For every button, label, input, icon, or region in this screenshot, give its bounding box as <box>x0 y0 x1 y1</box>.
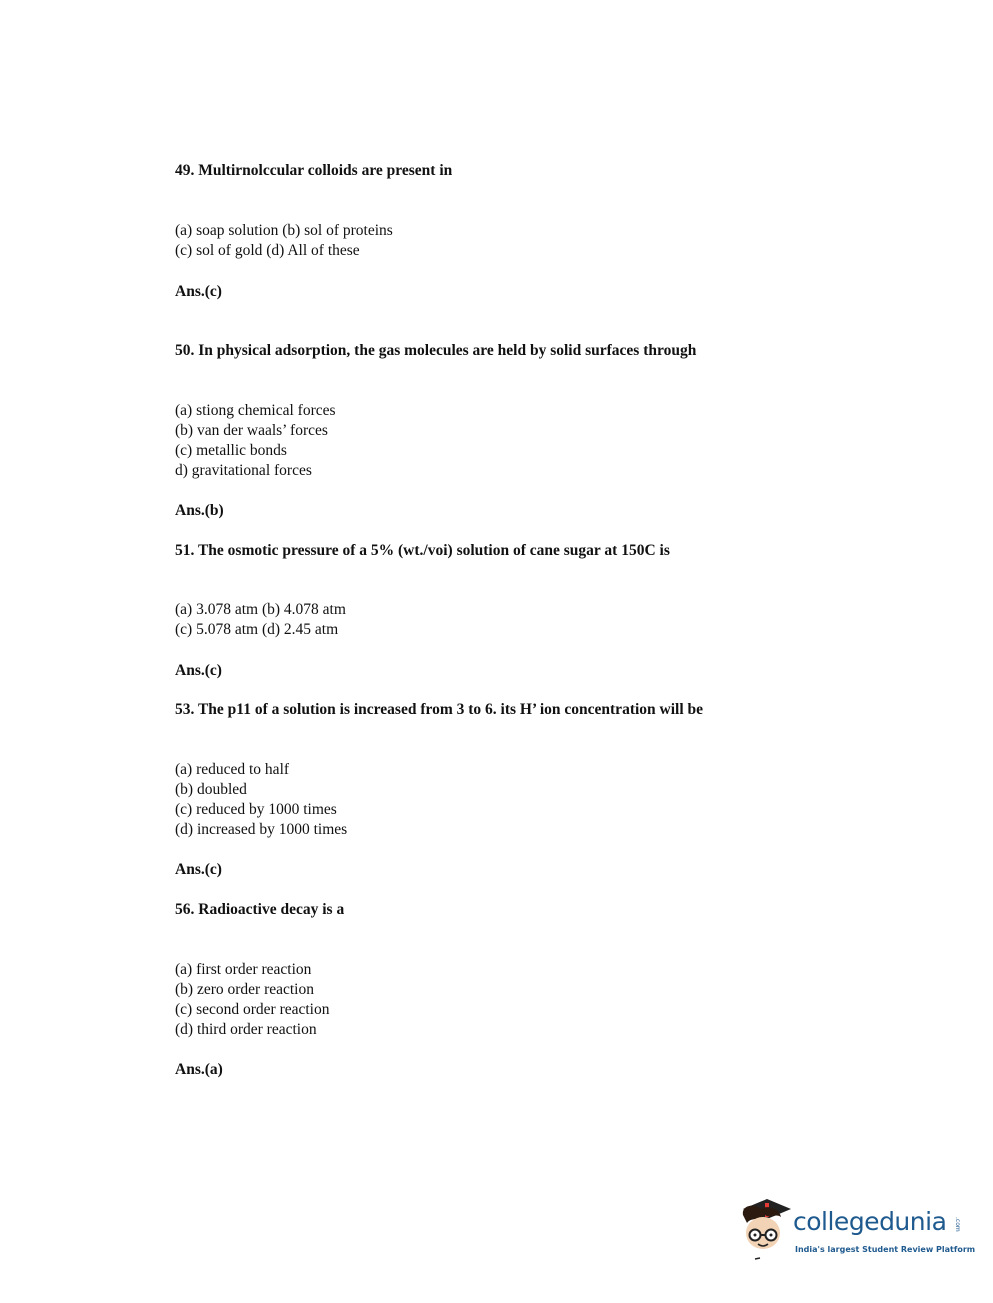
option-line: (a) 3.078 atm (b) 4.078 atm <box>175 601 346 618</box>
question-50-answer: Ans.(b) <box>175 502 224 519</box>
question-56-options <box>175 960 330 1040</box>
question-49-answer: Ans.(c) <box>175 283 222 300</box>
question-51-answer: Ans.(c) <box>175 662 222 679</box>
question-56-answer: Ans.(a) <box>175 1061 223 1078</box>
collegedunia-logo <box>735 1195 976 1265</box>
question-53-answer: Ans.(c) <box>175 861 222 878</box>
option-line: (a) soap solution (b) sol of proteins <box>175 222 393 239</box>
option-line: (c) reduced by 1000 times <box>175 801 337 818</box>
option-line: (d) third order reaction <box>175 1021 317 1038</box>
question-51-options <box>175 600 346 640</box>
option-line: (d) increased by 1000 times <box>175 821 348 838</box>
question-51-title: 51. The osmotic pressure of a 5% (wt./voi) solution of cane sugar at 150C is <box>175 542 670 559</box>
option-line: (c) second order reaction <box>175 1001 330 1018</box>
option-line: (a) reduced to half <box>175 761 290 778</box>
question-50-title: 50. In physical adsorption, the gas molecules are held by solid surfaces through <box>175 342 697 359</box>
option-line: (c) 5.078 atm (d) 2.45 atm <box>175 621 339 638</box>
logo-domain-suffix: .com <box>954 1217 961 1232</box>
question-49-options <box>175 221 393 261</box>
option-line: (a) stiong chemical forces <box>175 402 336 419</box>
option-line: (c) metallic bonds <box>175 442 287 459</box>
question-49-title: 49. Multirnolccular colloids are present in <box>175 162 453 179</box>
mascot-icon <box>735 1195 793 1263</box>
question-56-title: 56. Radioactive decay is a <box>175 901 345 918</box>
question-53-options <box>175 760 347 840</box>
option-line: (b) van der waals’ forces <box>175 422 328 439</box>
option-line: (b) zero order reaction <box>175 981 314 998</box>
option-line: d) gravitational forces <box>175 462 312 479</box>
logo-wordmark: collegedunia <box>793 1207 947 1236</box>
logo-tagline: India's largest Student Review Platform <box>795 1245 976 1254</box>
option-line: (a) first order reaction <box>175 961 312 978</box>
question-50-options <box>175 401 336 481</box>
option-line: (c) sol of gold (d) All of these <box>175 242 360 259</box>
question-53-title: 53. The p11 of a solution is increased from 3 to 6. its H’ ion concentration will be <box>175 701 704 718</box>
option-line: (b) doubled <box>175 781 247 798</box>
